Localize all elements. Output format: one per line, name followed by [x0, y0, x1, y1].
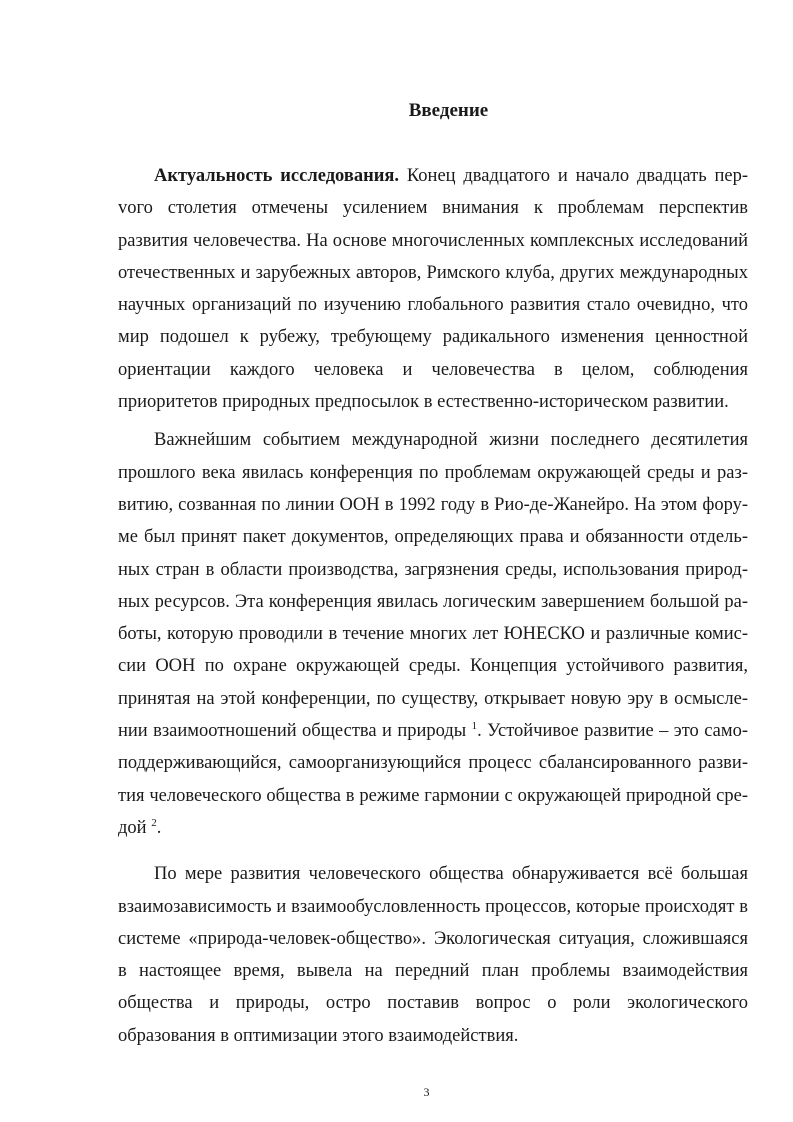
paragraph-text: Конец двадцатого и начало двадцать перvого столетия отмечены усилением внимания к проблемам перспектив развития человечества. На основе многочисленных комплексных исследований отечественных и зарубежных авторов, Римского клуба, других международных научных организаций по изучению глобального развития стало очевидно, что мир подошел к рубежу, требующему радикального изменения ценностной ориентации каждого человека и человечества в целом, соблюдения приоритетов природных предпосылок в естественно-историческом развитии. — [118, 166, 748, 413]
paragraph-text-part2: . Устойчивое развитие – это самоподдерживающийся, самоорганизующийся процесс сбалансированного развития человеческого общества в режиме гармонии с окружающей природной средой — [118, 721, 748, 838]
paragraph-text: По мере развития человеческого общества обнаруживается всё большая взаимозависимость и взаимообусловленность процессов, которые происходят в системе «природа-человек-общество». Экологическая ситуация, сложившаяся в настоящее время, вывела на передний план проблемы взаимодействия общества и природы, остро поставив вопрос о роли экологического образования в оптимизации этого взаимодействия. — [118, 864, 748, 1046]
paragraph-text-part3: . — [156, 817, 162, 838]
paragraph-relevance — [118, 160, 748, 418]
body-text — [118, 160, 748, 1066]
footnote-ref-2: 2 — [151, 816, 157, 829]
paragraph-text-part1: Важнейшим событием международной жизни последнего десятилетия прошлого века явилась конференция по проблемам окружающей среды и развитию, созванная по линии ООН в 1992 году в Рио-де-Жанейро. На этом форуме был принят пакет документов, определяющих права и обязанности отдельных стран в области производства, загрязнения среды, использования природных ресурсов. Эта конференция явилась логическим завершением большой работы, которую проводили в течение многих лет ЮНЕСКО и различные комиссии ООН по охране окружающей среды. Концепция устойчивого развития, принятая на этой конференции, по существу, открывает новую эру в осмыслении взаимоотношений общества и природы — [118, 430, 748, 742]
paragraph-lead: Актуальность исследования. — [154, 166, 400, 186]
paragraph-development — [118, 858, 748, 1052]
page-number: 3 — [423, 1085, 430, 1099]
footnote-ref-1: 1 — [471, 720, 478, 733]
page-title: Введение — [408, 100, 489, 121]
paragraph-conference — [118, 424, 748, 844]
